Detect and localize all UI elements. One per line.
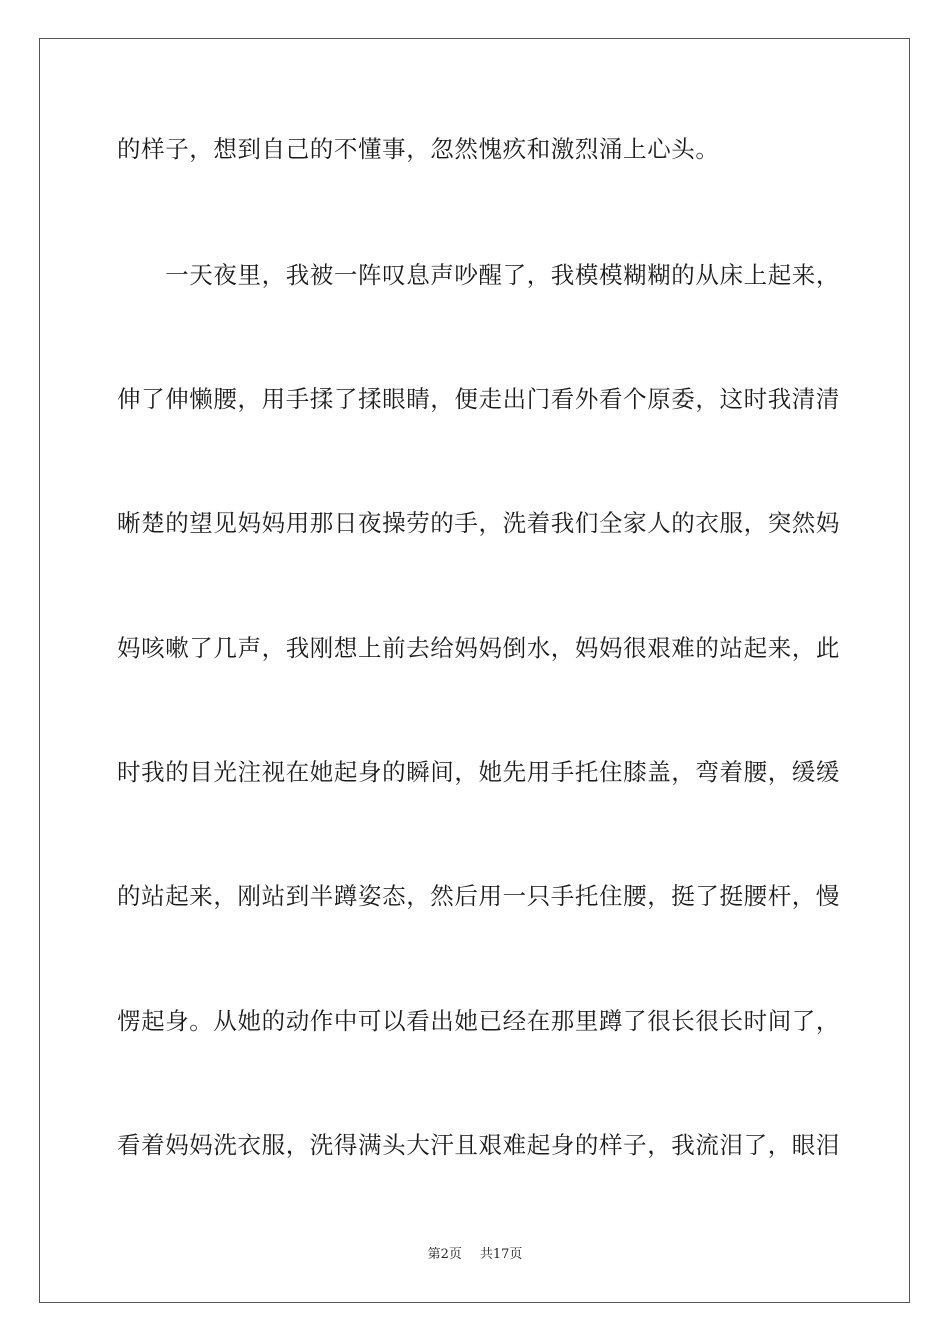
- body-text-line: 的样子，想到自己的不懂事，忽然愧疚和激烈涌上心头。: [117, 135, 720, 163]
- body-text-line: 愣起身。从她的动作中可以看出她已经在那里蹲了很长很长时间了，: [117, 1007, 840, 1035]
- body-text-line: 时我的目光注视在她起身的瞬间，她先用手托住膝盖，弯着腰，缓缓: [117, 758, 840, 786]
- body-text-line: 的站起来，刚站到半蹲姿态，然后用一只手托住腰，挺了挺腰杆，慢: [117, 882, 840, 910]
- body-text-line: 晰楚的望见妈妈用那日夜操劳的手，洗着我们全家人的衣服，突然妈: [117, 509, 840, 537]
- page-total: 共17页: [479, 1247, 523, 1262]
- body-text-line: 妈咳嗽了几声，我刚想上前去给妈妈倒水，妈妈很艰难的站起来，此: [117, 634, 840, 662]
- body-text-line: 伸了伸懒腰，用手揉了揉眼睛，便走出门看外看个原委，这时我清清: [117, 385, 840, 413]
- body-text-line: 看着妈妈洗衣服，洗得满头大汗且艰难起身的样子，我流泪了，眼泪: [117, 1131, 840, 1159]
- page-border: [39, 38, 910, 1303]
- body-text-line: 一天夜里，我被一阵叹息声吵醒了，我模模糊糊的从床上起来，: [117, 261, 840, 289]
- page-number: 第2页: [427, 1247, 462, 1262]
- page-footer: [0, 1246, 950, 1264]
